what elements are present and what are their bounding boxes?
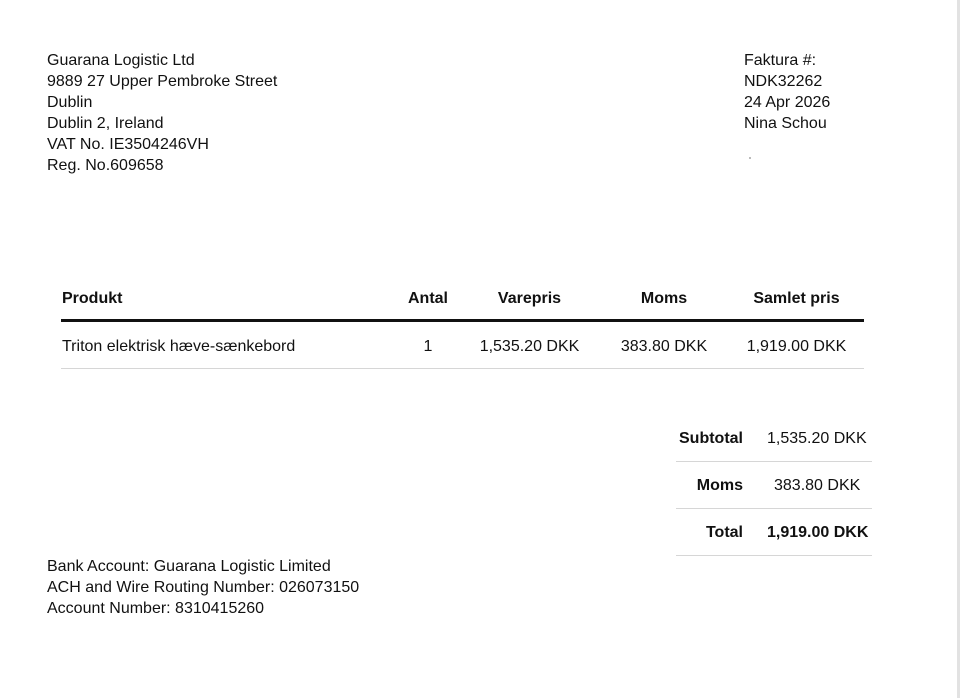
subtotal-label: Subtotal — [679, 430, 743, 447]
total-label: Total — [705, 524, 743, 541]
table-row — [61, 322, 864, 369]
customer-name: Nina Schou — [744, 115, 827, 132]
sender-vat-number: VAT No. IE3504246VH — [47, 136, 209, 153]
subtotal-value: 1,535.20 DKK — [767, 430, 867, 447]
invoice-number: NDK32262 — [744, 73, 823, 90]
vat-row — [676, 462, 872, 509]
invoice-number-label: Faktura #: — [744, 52, 817, 69]
total-value: 1,919.00 DKK — [767, 524, 869, 541]
header-product: Produkt — [62, 290, 123, 307]
header-qty: Antal — [408, 290, 448, 307]
sender-reg-number: Reg. No.609658 — [47, 157, 164, 174]
vat-value: 383.80 DKK — [774, 477, 861, 494]
sender-city: Dublin — [47, 94, 93, 111]
sender-address-block — [47, 50, 277, 176]
bank-account: Bank Account: Guarana Logistic Limited — [47, 558, 331, 575]
invoice-meta-block — [744, 50, 830, 134]
invoice-date: 24 Apr 2026 — [744, 94, 831, 111]
vat-label: Moms — [696, 477, 743, 494]
totals-block — [676, 415, 872, 556]
cell-total: 1,919.00 DKK — [746, 338, 847, 355]
bank-details-block — [47, 556, 359, 619]
total-row — [676, 509, 872, 556]
table-header-row — [61, 286, 864, 322]
header-vat: Moms — [640, 290, 688, 307]
sender-region: Dublin 2, Ireland — [47, 115, 164, 132]
cell-product: Triton elektrisk hæve-sænkebord — [62, 338, 296, 355]
stray-mark — [749, 157, 751, 159]
subtotal-row — [676, 415, 872, 462]
account-number: Account Number: 8310415260 — [47, 600, 265, 617]
sender-name: Guarana Logistic Ltd — [47, 52, 195, 69]
cell-vat: 383.80 DKK — [620, 338, 708, 355]
routing-number: ACH and Wire Routing Number: 026073150 — [47, 579, 360, 596]
line-items-table — [61, 286, 864, 369]
header-unit-price: Varepris — [497, 290, 562, 307]
cell-unit-price: 1,535.20 DKK — [479, 338, 580, 355]
header-total: Samlet pris — [753, 290, 840, 307]
cell-qty: 1 — [423, 338, 433, 355]
sender-street: 9889 27 Upper Pembroke Street — [47, 73, 278, 90]
